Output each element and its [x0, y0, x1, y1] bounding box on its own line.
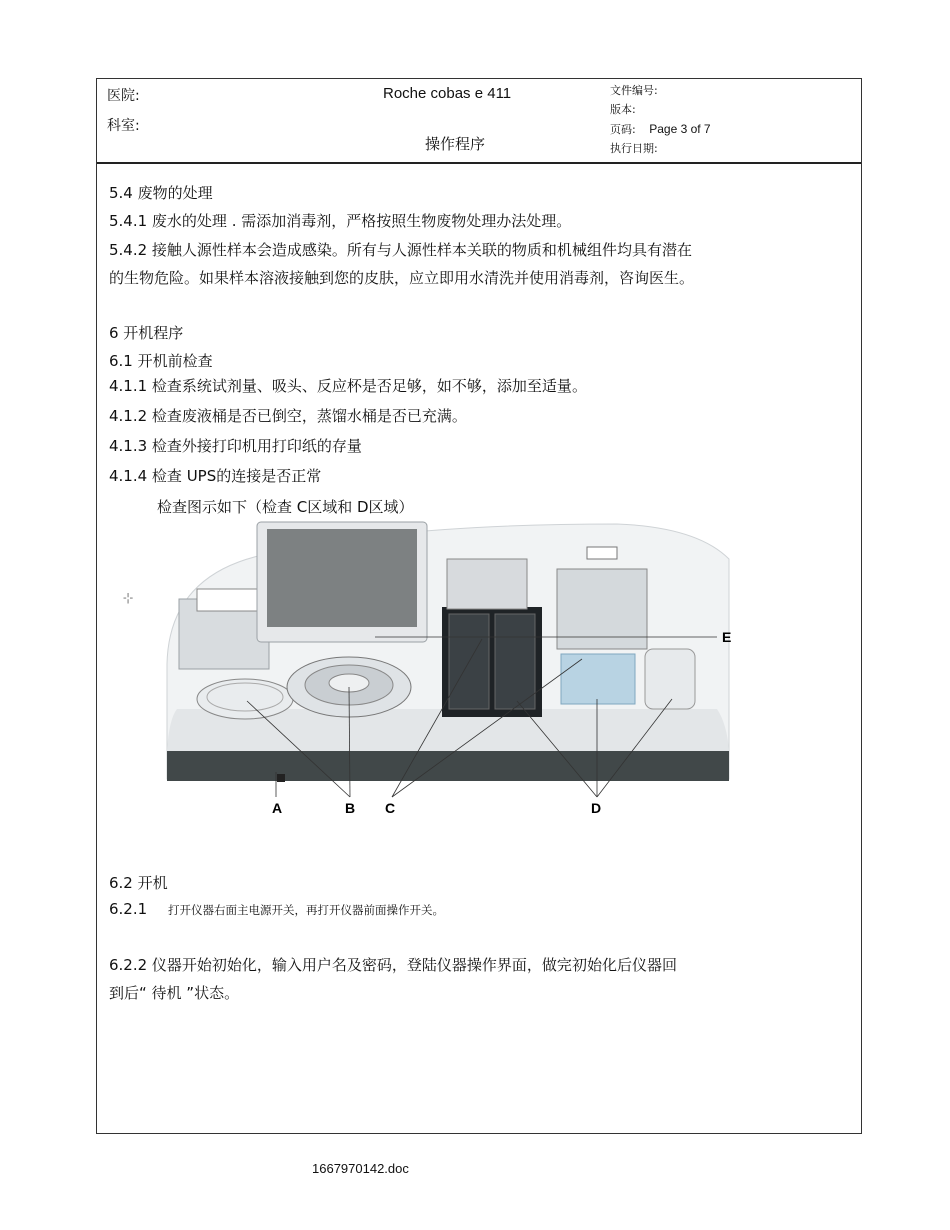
para-6-2-1 [109, 897, 444, 922]
check-4-1-4: 4.1.4 检查 UPS的连接是否正常 [109, 467, 322, 485]
sample-disk [197, 679, 293, 719]
label-d: D [591, 800, 602, 816]
footer-filename: 1667970142.doc [312, 1161, 409, 1176]
para-6-2-1-text: 打开仪器右面主电源开关，再打开仪器前面操作开关。 [167, 903, 444, 917]
document-frame [96, 78, 862, 1134]
para-5-4-1: 5.4.1 废水的处理 . 需添加消毒剂，严格按照生物废物处理办法处理。 [109, 212, 572, 230]
para-6-2-1-number: 6.2.1 [109, 900, 148, 918]
sample-rack [197, 589, 257, 611]
page-label: 页码: [610, 123, 636, 136]
check-4-1-2: 4.1.2 检查废液桶是否已倒空，蒸馏水桶是否已充满。 [109, 407, 467, 425]
right-lid-handle [587, 547, 617, 559]
page-number [610, 120, 711, 139]
label-a: A [272, 800, 283, 816]
para-5-4-2-line2: 的生物危险。如果样本溶液接触到您的皮肤，应立即用水清洗并使用消毒剂，咨询医生。 [109, 269, 695, 287]
waste-container [561, 654, 635, 704]
power-switch [277, 774, 285, 782]
analyzer-base [167, 751, 729, 781]
figure-caption: 检查图示如下（检查 C区域和 D区域） [157, 498, 414, 516]
section-6-1-title: 6.1 开机前检查 [109, 352, 213, 370]
para-5-4-2-line1: 5.4.2 接触人源性样本会造成感染。所有与人源性样本关联的物质和机械组件均具有潜在 [109, 241, 692, 259]
section-6-2-title: 6.2 开机 [109, 874, 168, 892]
page-value: Page 3 of 7 [649, 122, 711, 136]
label-e: E [722, 629, 732, 645]
figure-marker: -¦- [123, 592, 134, 604]
department-label: 科室: [107, 118, 140, 134]
label-b: B [345, 800, 356, 816]
check-4-1-3: 4.1.3 检查外接打印机用打印纸的存量 [109, 437, 362, 455]
device-name: Roche cobas e 411 [383, 85, 512, 102]
pipetting-module [447, 559, 527, 609]
label-c: C [385, 800, 396, 816]
analyzer-figure [97, 519, 863, 819]
document-header [97, 79, 861, 164]
monitor-screen [267, 529, 417, 627]
tip-tray-2 [495, 614, 535, 709]
para-6-2-2-line1: 6.2.2 仪器开始初始化，输入用户名及密码，登陆仪器操作界面，做完初始化后仪器回 [109, 956, 677, 974]
doc-type: 操作程序 [425, 135, 486, 153]
exec-date-label: 执行日期: [610, 142, 658, 155]
system-bottle [645, 649, 695, 709]
para-6-2-2-line2: 到后“ 待机 ”状态。 [109, 984, 240, 1002]
section-5-4-title: 5.4 废物的处理 [109, 184, 213, 202]
file-number-label: 文件编号: [610, 84, 658, 97]
version-label: 版本: [610, 103, 636, 116]
hospital-label: 医院: [107, 88, 140, 104]
section-6-title: 6 开机程序 [109, 324, 184, 342]
check-4-1-1: 4.1.1 检查系统试剂量、吸头、反应杯是否足够，如不够，添加至适量。 [109, 377, 587, 395]
